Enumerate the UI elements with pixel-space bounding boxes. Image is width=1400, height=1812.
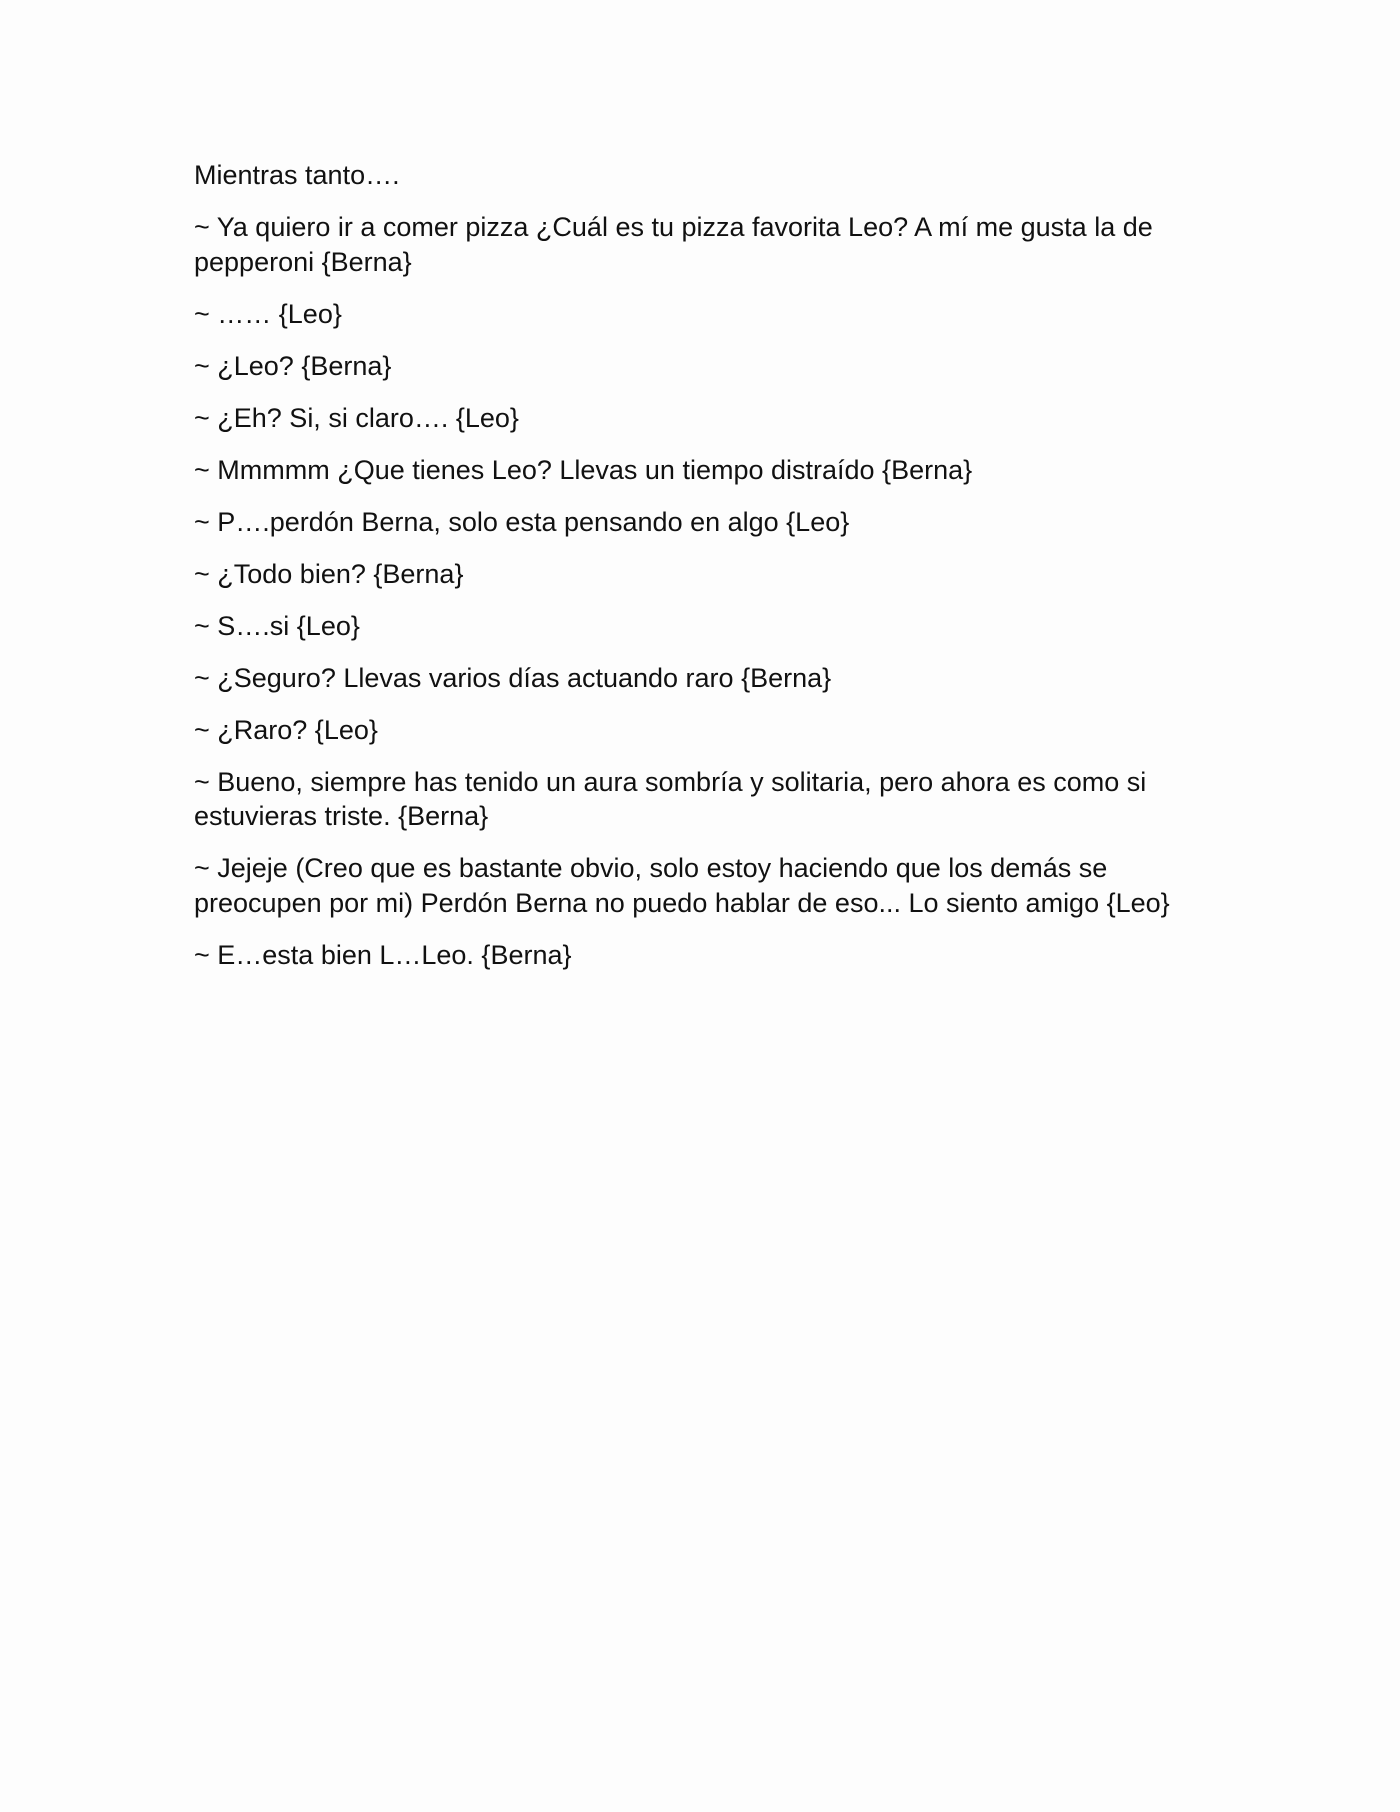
dialogue-line: ~ Bueno, siempre has tenido un aura sombría y solitaria, pero ahora es como si estuvieras triste. {Berna} [194, 766, 1147, 831]
dialogue-line: ~ E…esta bien L…Leo. {Berna} [194, 939, 572, 970]
dialogue-line: ~ Ya quiero ir a comer pizza ¿Cuál es tu pizza favorita Leo? A mí me gusta la de pepperoni {Berna} [194, 212, 1153, 277]
document-body [194, 158, 1214, 990]
dialogue-line: ~ ¿Eh? Si, si claro…. {Leo} [194, 402, 519, 433]
dialogue-line: ~ ¿Todo bien? {Berna} [194, 558, 464, 589]
dialogue-line: ~ …… {Leo} [194, 298, 342, 329]
dialogue-line: ~ S….si {Leo} [194, 610, 360, 641]
paragraph-intro: Mientras tanto…. [194, 160, 400, 190]
dialogue-line: ~ Jejeje (Creo que es bastante obvio, solo estoy haciendo que los demás se preocupen por mi) Perdón Berna no puedo hablar de eso... Lo siento amigo {Leo} [194, 853, 1170, 918]
dialogue-line: ~ Mmmmm ¿Que tienes Leo? Llevas un tiempo distraído {Berna} [194, 454, 973, 485]
dialogue-line: ~ P….perdón Berna, solo esta pensando en algo {Leo} [194, 506, 850, 537]
dialogue-line: ~ ¿Leo? {Berna} [194, 350, 392, 381]
dialogue-line: ~ ¿Raro? {Leo} [194, 714, 378, 745]
dialogue-line: ~ ¿Seguro? Llevas varios días actuando raro {Berna} [194, 662, 832, 693]
